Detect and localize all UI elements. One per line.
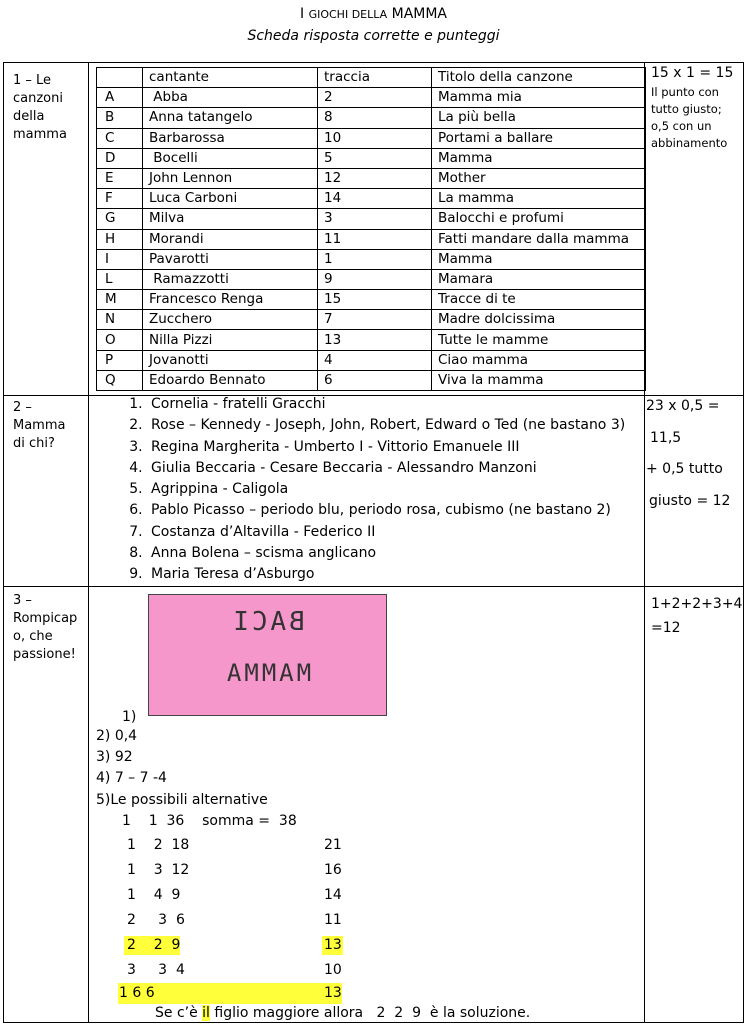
combo-values: 1 2 18 [127, 837, 190, 853]
list-item: 4. Giulia Beccaria - Cesare Beccaria - Alessandro Manzoni [147, 458, 625, 479]
table-cell: Anna tatangelo [143, 108, 318, 128]
list-item: 1. Cornelia - fratelli Gracchi [147, 394, 625, 415]
table-cell: F [97, 189, 143, 209]
list-item: 9. Maria Teresa d’Asburgo [147, 564, 625, 585]
table-cell: 5 [318, 148, 432, 168]
table-cell: Mamma [432, 249, 646, 269]
table-cell: C [97, 128, 143, 148]
table-cell: Barbarossa [143, 128, 318, 148]
table-row [97, 370, 646, 390]
table-row [97, 290, 646, 310]
table-cell: 4 [318, 350, 432, 370]
column-header: Titolo della canzone [432, 68, 646, 88]
table-row [97, 128, 646, 148]
table-cell: Balocchi e profumi [432, 209, 646, 229]
songs-table [96, 67, 646, 391]
answer-2: 2) 0,4 [96, 728, 138, 744]
combo-values: 1 3 12 [127, 862, 190, 878]
table-cell: Q [97, 370, 143, 390]
table-cell: 15 [318, 290, 432, 310]
section-1-label: 1 – Le canzoni della mamma [13, 73, 67, 142]
table-cell: Zucchero [143, 310, 318, 330]
combo-last-sum: 13 [324, 985, 342, 1001]
table-row [97, 168, 646, 188]
table-cell: L [97, 269, 143, 289]
section-2-label: 2 – Mamma di chi? [13, 400, 66, 451]
table-cell: 2 [318, 88, 432, 108]
table-row [97, 88, 646, 108]
table-row [97, 229, 646, 249]
table-cell: Abba [143, 88, 318, 108]
combo-sum: 16 [324, 862, 342, 878]
combo-sum: 13 [324, 937, 342, 953]
combo-last: 1 6 6 [119, 985, 155, 1001]
table-cell: Mamara [432, 269, 646, 289]
conclusion: Se c’è il figlio maggiore allora 2 2 9 è la soluzione. [155, 1005, 531, 1021]
section-3-score: 1+2+2+3+4 =12 [651, 596, 743, 636]
table-cell: 1 [318, 249, 432, 269]
table-cell: O [97, 330, 143, 350]
answer-5-intro: 5)Le possibili alternative [96, 792, 268, 808]
table-cell: La più bella [432, 108, 646, 128]
table-row [97, 189, 646, 209]
mirrored-writing-image: BACI MAMMA [148, 594, 387, 716]
combo-first: 1 1 36 somma = 38 [122, 813, 297, 829]
list-item: 8. Anna Bolena – scisma anglicano [147, 543, 625, 564]
table-row [97, 249, 646, 269]
table-cell: 10 [318, 128, 432, 148]
table-cell: I [97, 249, 143, 269]
grid-line [3, 62, 744, 63]
grid-line [88, 62, 89, 1023]
table-cell: 11 [318, 229, 432, 249]
list-item: 3. Regina Margherita - Umberto I - Vittorio Emanuele III [147, 437, 625, 458]
mothers-answer-list [102, 394, 625, 586]
table-cell: 8 [318, 108, 432, 128]
table-cell: B [97, 108, 143, 128]
table-cell: 7 [318, 310, 432, 330]
list-item: 7. Costanza d’Altavilla - Federico II [147, 522, 625, 543]
table-cell: 13 [318, 330, 432, 350]
table-cell: Pavarotti [143, 249, 318, 269]
table-cell: Mamma mia [432, 88, 646, 108]
combo-values: 1 4 9 [127, 887, 181, 903]
table-cell: M [97, 290, 143, 310]
combo-values: 2 3 6 [127, 912, 185, 928]
table-row [97, 148, 646, 168]
table-cell: Morandi [143, 229, 318, 249]
combo-sum: 10 [324, 962, 342, 978]
table-cell: Ramazzotti [143, 269, 318, 289]
table-cell: P [97, 350, 143, 370]
table-cell: A [97, 88, 143, 108]
answer-1: 1) [122, 709, 137, 725]
section-1-score-note: Il punto con tutto giusto; o,5 con un abbinamento [651, 85, 728, 150]
table-cell: Jovanotti [143, 350, 318, 370]
grid-line [3, 62, 4, 1023]
table-cell: 9 [318, 269, 432, 289]
table-cell: Tracce di te [432, 290, 646, 310]
table-row [97, 269, 646, 289]
table-cell: Fatti mandare dalla mamma [432, 229, 646, 249]
table-cell: Francesco Renga [143, 290, 318, 310]
table-cell: Luca Carboni [143, 189, 318, 209]
table-row [97, 330, 646, 350]
table-header-row [97, 68, 646, 88]
table-cell: H [97, 229, 143, 249]
combo-values: 3 3 4 [127, 962, 185, 978]
table-cell: La mamma [432, 189, 646, 209]
table-row [97, 350, 646, 370]
page-subtitle: Scheda risposta corrette e punteggi [247, 28, 500, 44]
table-cell: Mamma [432, 148, 646, 168]
table-cell: Milva [143, 209, 318, 229]
table-cell: Edoardo Bennato [143, 370, 318, 390]
section-1-score: 15 x 1 = 15 [651, 65, 734, 81]
page-title: I GIOCHI DELLA MAMMA [299, 6, 448, 22]
column-header: traccia [318, 68, 432, 88]
combo-sum: 14 [324, 887, 342, 903]
grid-line [3, 586, 744, 587]
table-cell: Nilla Pizzi [143, 330, 318, 350]
table-cell: 6 [318, 370, 432, 390]
table-cell: D [97, 148, 143, 168]
table-cell: Portami a ballare [432, 128, 646, 148]
column-header: cantante [143, 68, 318, 88]
table-cell: G [97, 209, 143, 229]
grid-line [743, 62, 744, 1023]
combo-sum: 21 [324, 837, 342, 853]
list-item: 5. Agrippina - Caligola [147, 479, 625, 500]
table-cell: 14 [318, 189, 432, 209]
column-header [97, 68, 143, 88]
combo-values: 2 2 9 [127, 937, 181, 953]
list-item: 6. Pablo Picasso – periodo blu, periodo rosa, cubismo (ne bastano 2) [147, 500, 625, 521]
table-cell: Mother [432, 168, 646, 188]
table-cell: John Lennon [143, 168, 318, 188]
table-row [97, 209, 646, 229]
combo-sum: 11 [324, 912, 342, 928]
table-cell: Ciao mamma [432, 350, 646, 370]
table-cell: Madre dolcissima [432, 310, 646, 330]
table-row [97, 108, 646, 128]
table-cell: 12 [318, 168, 432, 188]
section-3-label: 3 – Rompicap o, che passione! [13, 593, 78, 662]
table-cell: Tutte le mamme [432, 330, 646, 350]
table-cell: E [97, 168, 143, 188]
table-cell: Viva la mamma [432, 370, 646, 390]
table-cell: N [97, 310, 143, 330]
table-cell: 3 [318, 209, 432, 229]
answer-4: 4) 7 – 7 -4 [96, 770, 167, 786]
answer-3: 3) 92 [96, 749, 133, 765]
table-row [97, 310, 646, 330]
table-cell: Bocelli [143, 148, 318, 168]
list-item: 2. Rose – Kennedy - Joseph, John, Robert, Edward o Ted (ne bastano 3) [147, 415, 625, 436]
grid-line [3, 1022, 744, 1023]
